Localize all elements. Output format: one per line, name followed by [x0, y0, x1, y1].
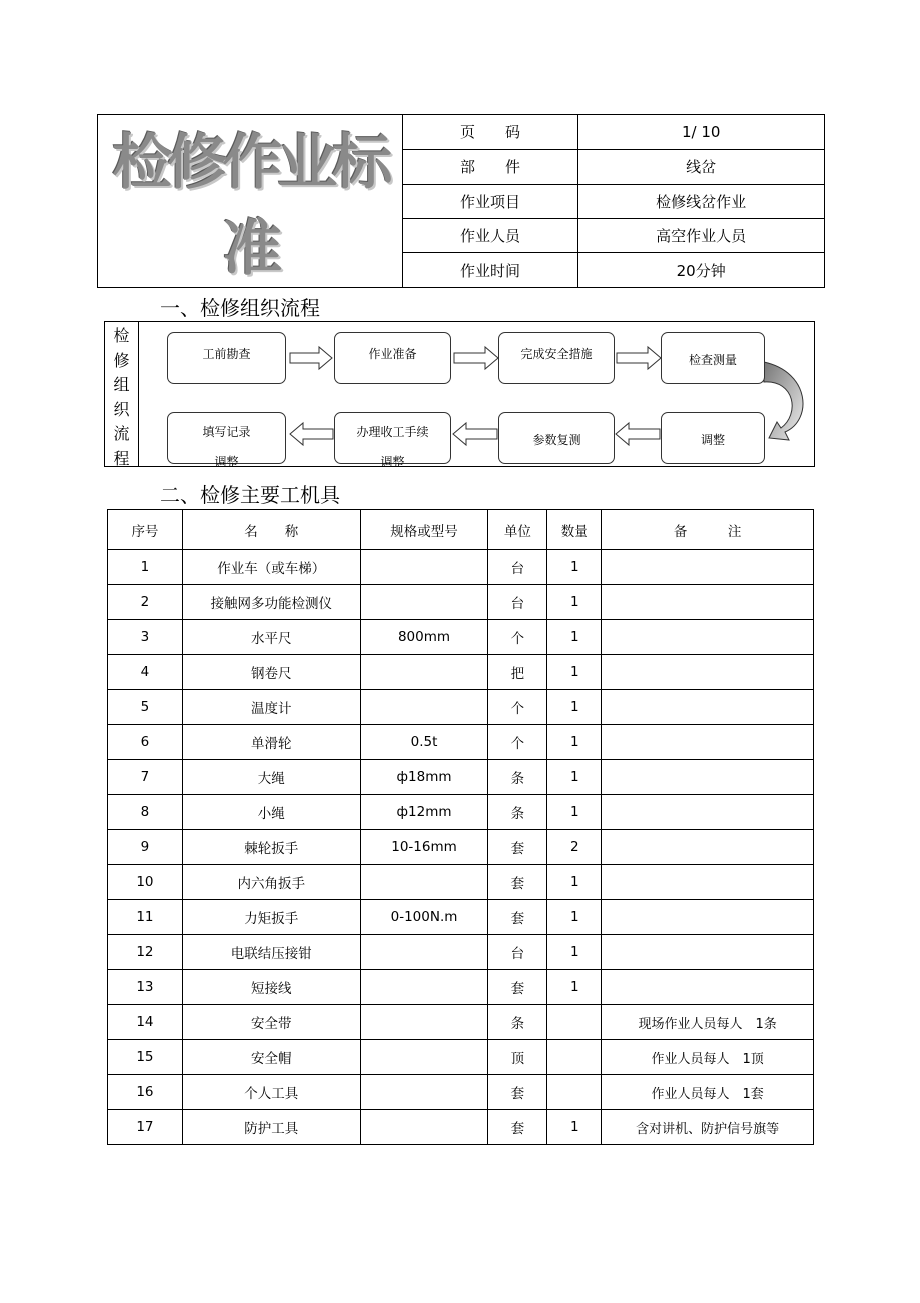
table-cell: 条 — [488, 1005, 547, 1040]
table-cell: 1 — [108, 550, 183, 585]
table-cell: 安全帽 — [182, 1040, 360, 1075]
table-cell: 现场作业人员每人 1条 — [602, 1005, 814, 1040]
section1-title: 一、检修组织流程 — [160, 296, 320, 320]
column-header: 序号 — [108, 510, 183, 550]
column-header: 备 注 — [602, 510, 814, 550]
table-cell: 800mm — [360, 620, 488, 655]
table-cell: 17 — [108, 1110, 183, 1145]
header-value: 1/ 10 — [578, 115, 825, 150]
arrow-left-icon — [616, 423, 660, 445]
table-row — [108, 690, 814, 725]
flow-step-label: 调整 — [700, 433, 725, 447]
flow-step-close — [334, 412, 451, 469]
table-cell: 套 — [488, 900, 547, 935]
table-cell: 5 — [108, 690, 183, 725]
table-cell — [360, 865, 488, 900]
table-cell — [602, 970, 814, 1005]
table-cell: ф12mm — [360, 795, 488, 830]
table-row — [108, 760, 814, 795]
table-cell: 大绳 — [182, 760, 360, 795]
flow-diagram — [104, 321, 815, 467]
tools-table — [107, 509, 814, 1145]
table-cell: 套 — [488, 865, 547, 900]
table-cell — [602, 620, 814, 655]
table-cell: 温度计 — [182, 690, 360, 725]
column-header: 名 称 — [182, 510, 360, 550]
table-cell: 6 — [108, 725, 183, 760]
table-cell: 作业车（或车梯） — [182, 550, 360, 585]
table-cell: 把 — [488, 655, 547, 690]
header-label: 部 件 — [402, 149, 578, 184]
table-cell: 1 — [547, 725, 602, 760]
header-value: 20分钟 — [578, 253, 825, 288]
table-cell: 2 — [547, 830, 602, 865]
arrow-right-icon — [454, 347, 498, 369]
flow-step-inspection — [167, 332, 286, 384]
table-cell — [602, 585, 814, 620]
table-cell: 7 — [108, 760, 183, 795]
table-cell: 个 — [488, 725, 547, 760]
header-label: 作业项目 — [402, 184, 578, 219]
arrow-right-icon — [617, 347, 661, 369]
flow-step-label: 参数复测 — [532, 433, 581, 447]
table-cell: 1 — [547, 865, 602, 900]
flow-step-sublabel: 调整 — [380, 455, 405, 469]
table-cell — [360, 655, 488, 690]
table-cell — [547, 1005, 602, 1040]
table-cell: 11 — [108, 900, 183, 935]
table-cell: 含对讲机、防护信号旗等 — [602, 1110, 814, 1145]
table-cell — [360, 550, 488, 585]
table-header-row — [108, 510, 814, 550]
table-cell: 10 — [108, 865, 183, 900]
table-row — [108, 1005, 814, 1040]
table-cell — [602, 865, 814, 900]
table-cell: 1 — [547, 760, 602, 795]
table-cell — [602, 830, 814, 865]
table-cell: 水平尺 — [182, 620, 360, 655]
flow-side-char: 检 — [113, 326, 130, 345]
table-cell: 套 — [488, 1075, 547, 1110]
table-cell: 10-16mm — [360, 830, 488, 865]
curved-arrow-icon — [764, 362, 803, 440]
header-table — [97, 114, 825, 288]
flow-step-label: 检查测量 — [688, 353, 737, 367]
table-cell: 12 — [108, 935, 183, 970]
table-cell: 8 — [108, 795, 183, 830]
table-cell: ф18mm — [360, 760, 488, 795]
table-cell: 台 — [488, 935, 547, 970]
table-row — [108, 585, 814, 620]
table-cell: 4 — [108, 655, 183, 690]
table-row — [108, 620, 814, 655]
table-cell — [602, 795, 814, 830]
flow-step-safety — [498, 332, 615, 384]
table-cell: 钢卷尺 — [182, 655, 360, 690]
table-row — [108, 655, 814, 690]
table-cell: 套 — [488, 1110, 547, 1145]
column-header: 数量 — [547, 510, 602, 550]
column-header: 规格或型号 — [360, 510, 488, 550]
table-cell: 安全带 — [182, 1005, 360, 1040]
arrow-right-icon — [290, 347, 332, 369]
header-label: 页 码 — [402, 115, 578, 150]
table-cell: 单滑轮 — [182, 725, 360, 760]
table-cell: 16 — [108, 1075, 183, 1110]
arrow-left-icon — [290, 423, 333, 445]
table-row — [108, 1110, 814, 1145]
table-cell: 2 — [108, 585, 183, 620]
header-value: 高空作业人员 — [578, 219, 825, 253]
table-row — [108, 725, 814, 760]
table-cell — [547, 1075, 602, 1110]
table-cell — [602, 725, 814, 760]
flow-step-adjust — [661, 412, 765, 464]
flow-step-sublabel: 调整 — [214, 455, 239, 469]
flow-side-char: 修 — [113, 350, 130, 370]
table-cell: 0-100N.m — [360, 900, 488, 935]
table-row — [108, 830, 814, 865]
table-cell: 台 — [488, 585, 547, 620]
table-cell: 1 — [547, 655, 602, 690]
table-cell: 电联结压接钳 — [182, 935, 360, 970]
table-cell — [602, 900, 814, 935]
table-cell — [360, 1005, 488, 1040]
flow-step-measure — [661, 332, 765, 384]
table-cell: 1 — [547, 690, 602, 725]
table-cell: 防护工具 — [182, 1110, 360, 1145]
flow-side-char: 组 — [113, 375, 130, 394]
table-row — [108, 935, 814, 970]
table-row — [108, 795, 814, 830]
table-cell — [360, 1110, 488, 1145]
table-cell: 1 — [547, 970, 602, 1005]
table-cell: 1 — [547, 620, 602, 655]
table-cell — [602, 935, 814, 970]
table-cell: 1 — [547, 1110, 602, 1145]
logo-cell — [98, 115, 403, 288]
flow-side-char: 流 — [113, 424, 130, 443]
table-cell: 1 — [547, 935, 602, 970]
flow-step-label: 作业准备 — [368, 347, 417, 361]
flow-step-preparation — [334, 332, 451, 384]
table-cell — [602, 760, 814, 795]
table-cell: 作业人员每人 1套 — [602, 1075, 814, 1110]
table-cell: 1 — [547, 900, 602, 935]
header-value: 检修线岔作业 — [578, 184, 825, 219]
table-cell: 个 — [488, 690, 547, 725]
table-cell: 条 — [488, 760, 547, 795]
table-cell: 15 — [108, 1040, 183, 1075]
flow-step-label: 填写记录 — [202, 425, 251, 439]
table-cell — [602, 550, 814, 585]
table-cell — [360, 970, 488, 1005]
flow-step-record — [167, 412, 286, 469]
table-cell: 13 — [108, 970, 183, 1005]
table-row — [108, 970, 814, 1005]
logo-title: 检修作业标准 — [112, 128, 388, 284]
flow-step-label: 完成安全措施 — [520, 347, 593, 361]
table-cell: 顶 — [488, 1040, 547, 1075]
flow-step-label: 工前勘查 — [202, 347, 251, 361]
table-row — [108, 550, 814, 585]
table-cell — [360, 1075, 488, 1110]
table-cell — [360, 690, 488, 725]
column-header: 单位 — [488, 510, 547, 550]
table-row — [108, 1040, 814, 1075]
table-cell — [360, 585, 488, 620]
table-cell: 力矩扳手 — [182, 900, 360, 935]
table-cell: 接触网多功能检测仪 — [182, 585, 360, 620]
table-cell: 个 — [488, 620, 547, 655]
table-cell: 小绳 — [182, 795, 360, 830]
table-cell: 内六角扳手 — [182, 865, 360, 900]
flow-side-char: 程 — [113, 448, 130, 468]
table-cell: 9 — [108, 830, 183, 865]
table-row — [108, 865, 814, 900]
table-cell: 3 — [108, 620, 183, 655]
table-cell — [360, 1040, 488, 1075]
table-cell — [602, 655, 814, 690]
table-cell: 1 — [547, 795, 602, 830]
section2-title: 二、检修主要工机具 — [160, 483, 340, 507]
header-value: 线岔 — [578, 149, 825, 184]
table-cell: 台 — [488, 550, 547, 585]
table-cell: 0.5t — [360, 725, 488, 760]
flow-side-char: 织 — [113, 399, 130, 419]
table-cell — [547, 1040, 602, 1075]
table-cell: 14 — [108, 1005, 183, 1040]
table-cell: 1 — [547, 585, 602, 620]
table-cell: 条 — [488, 795, 547, 830]
table-cell — [360, 935, 488, 970]
arrow-left-icon — [453, 423, 497, 445]
table-cell: 套 — [488, 970, 547, 1005]
table-row — [108, 900, 814, 935]
table-cell: 短接线 — [182, 970, 360, 1005]
table-cell: 个人工具 — [182, 1075, 360, 1110]
table-cell — [602, 690, 814, 725]
table-cell: 套 — [488, 830, 547, 865]
header-label: 作业人员 — [402, 219, 578, 253]
table-cell: 棘轮扳手 — [182, 830, 360, 865]
flow-step-label: 办理收工手续 — [356, 425, 429, 439]
flow-step-retest — [498, 412, 615, 464]
header-label: 作业时间 — [402, 253, 578, 288]
table-row — [108, 1075, 814, 1110]
table-cell: 作业人员每人 1顶 — [602, 1040, 814, 1075]
table-cell: 1 — [547, 550, 602, 585]
